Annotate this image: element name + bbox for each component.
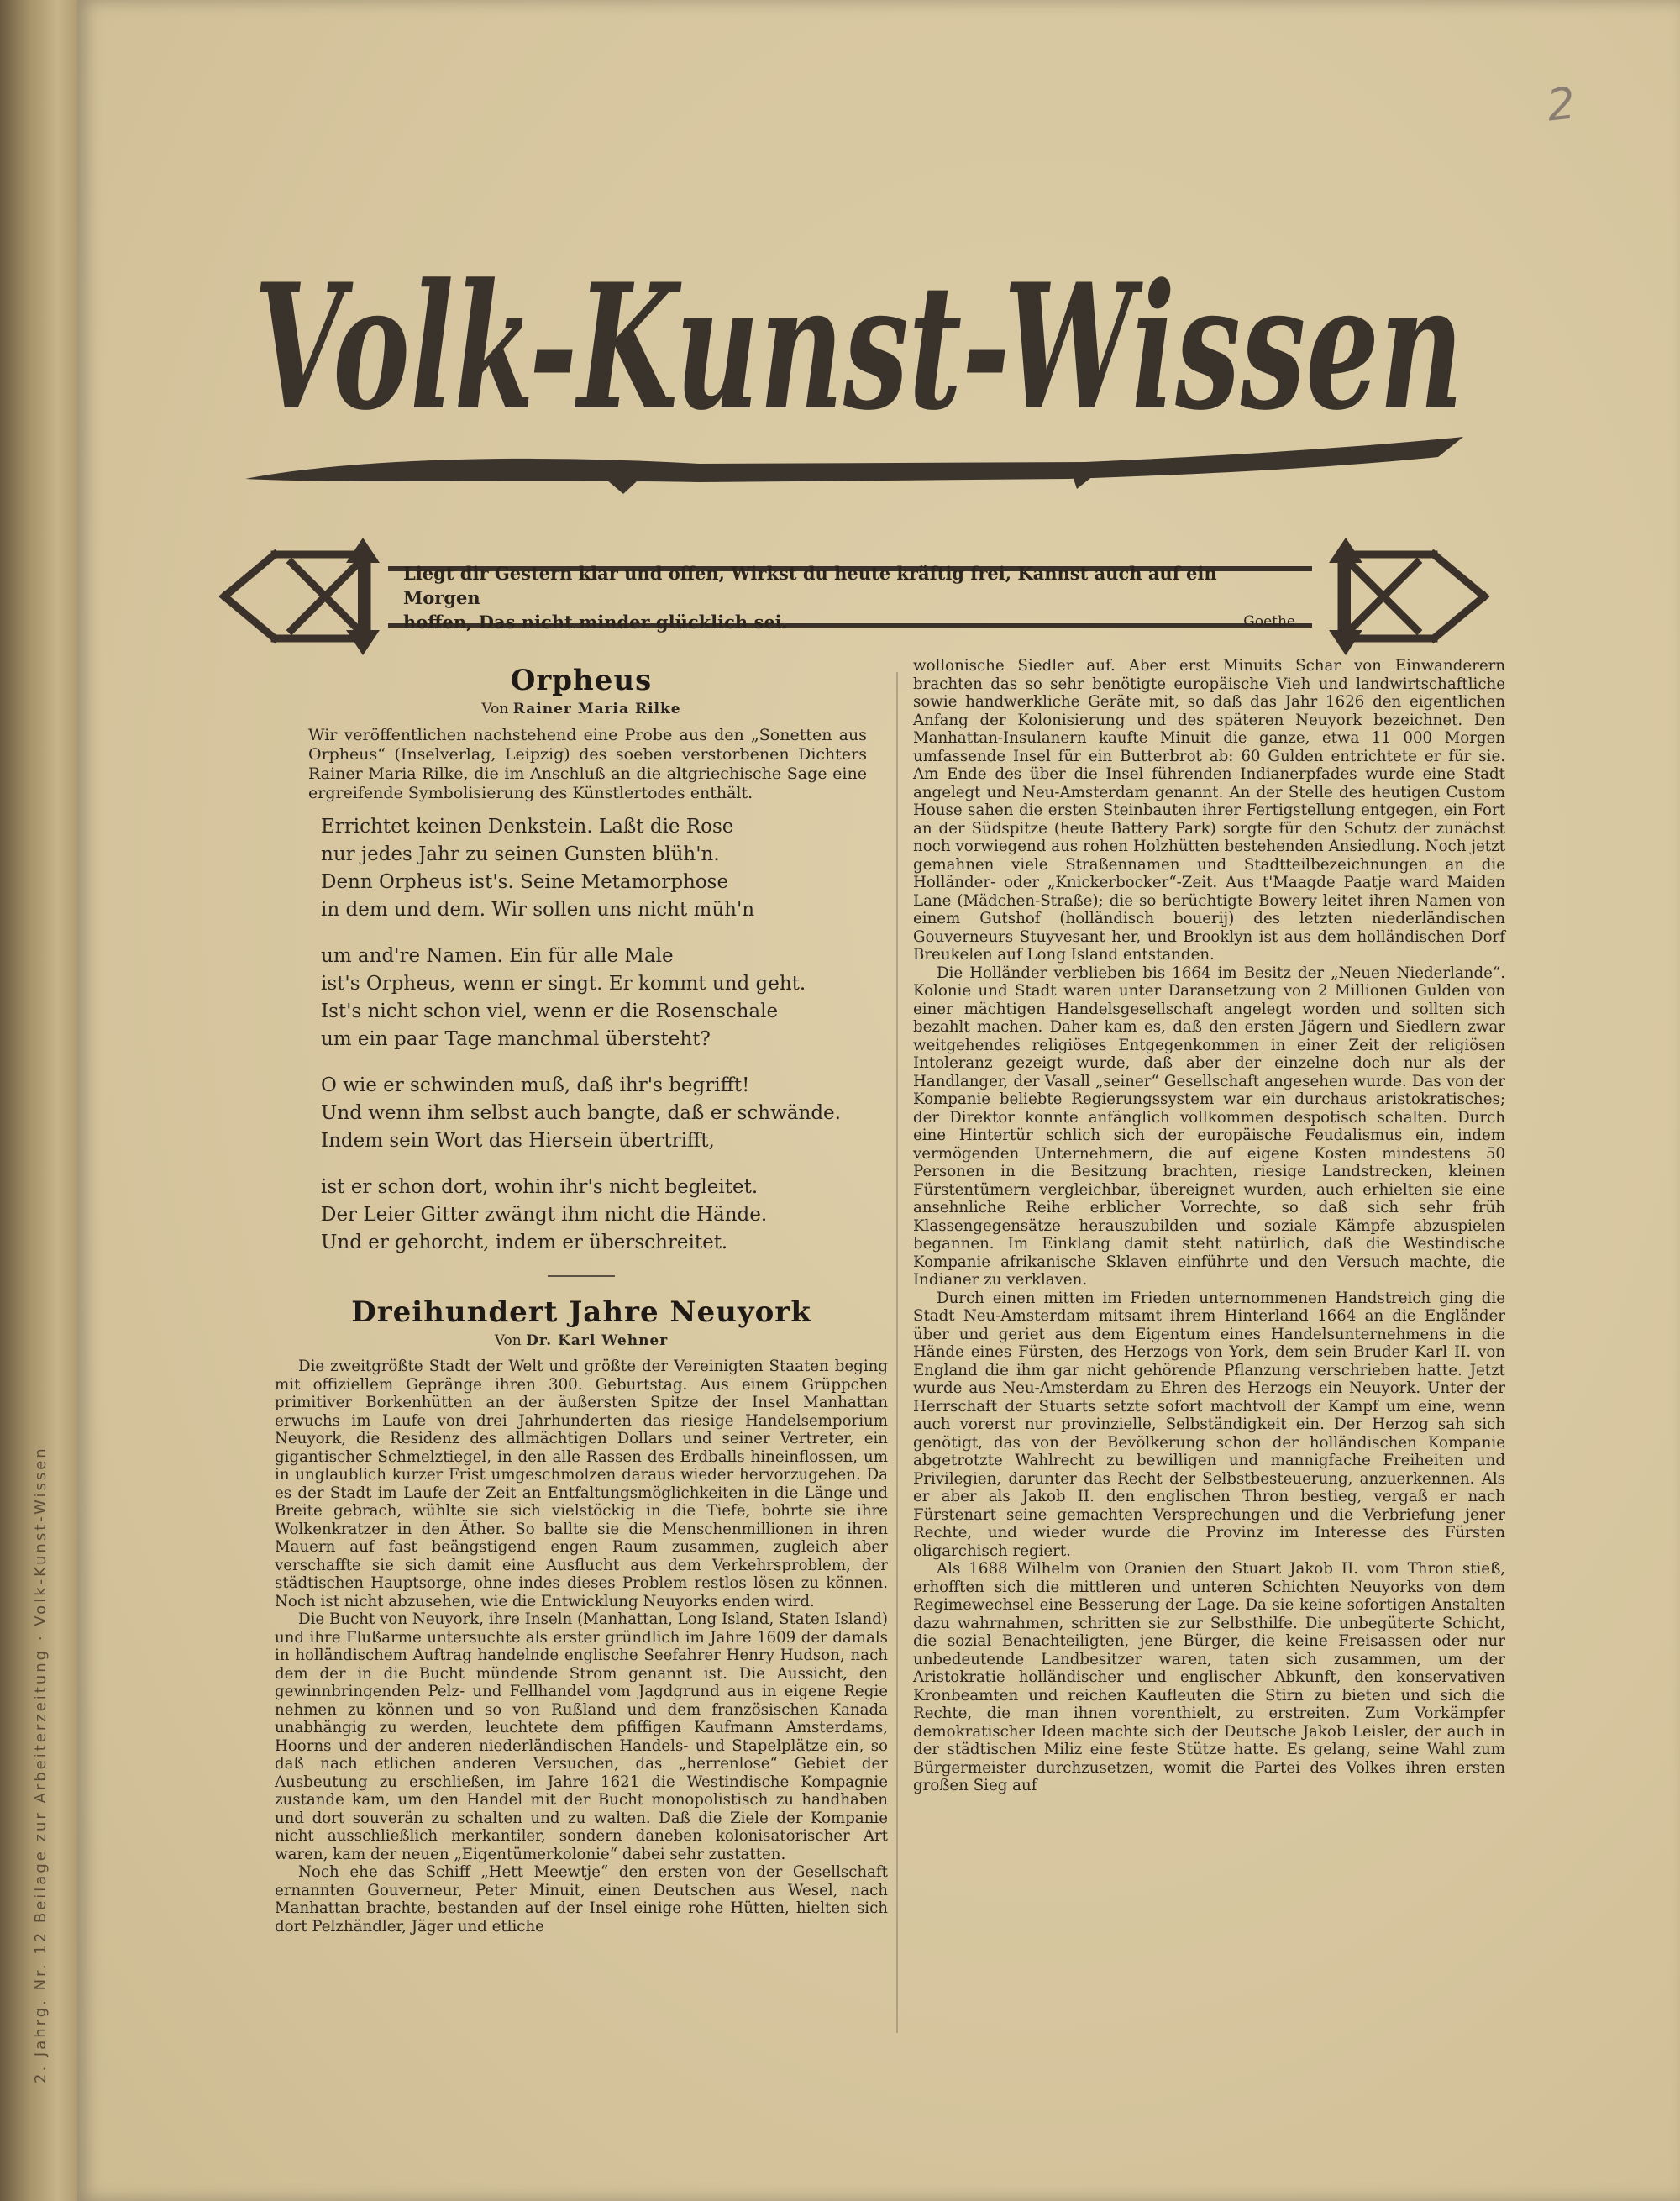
masthead — [228, 227, 1488, 496]
binding-edge — [0, 0, 77, 2201]
motto-line-2: hoffen, Das nicht minder glücklich sei. — [403, 612, 788, 633]
masthead-title: Volk-Kunst-Wissen — [254, 247, 1463, 449]
article-intro: Wir veröffentlichen nachstehend eine Probe aus den „Sonetten aus Orpheus“ (Inselverlag, Leipzig) des soeben verstorbenen Dichters Rainer Maria Rilke, die im Anschluß an die altgriechische Sage eine ergreifende Symbolisierung des Künstlertodes enthält. — [308, 726, 867, 802]
article-paragraph: Als 1688 Wilhelm von Oranien den Stuart Jakob II. vom Thron stieß, erhofften sich die mittleren und unteren Schichten Neuyorks von dem Regimewechsel eine Besserung der Lage. Da sie keine sofortigen Anstalten dazu wahrnahmen, schritten sie zur Selbsthilfe. Die unbegüterte Schicht, die sozial Benachteiligten, jene Bürger, die keine Freisassen oder nur unbedeutende Landbesitzer waren, taten sich zusammen, um der Aristokratie holländischer und englischer Abkunft, den konservativen Kronbeamten und reichen Kaufleuten die Stirn zu bieten und sich die Rechte, die man ihnen vorenthielt, zu erstreiten. Zum Vorkämpfer demokratischer Ideen machte sich der Deutsche Jakob Leisler, der auch in der städtischen Miliz eine feste Stütze hatte. Es gelang, seine Wahl zum Bürgermeister durchzusetzen, womit die Partei des Volkes ihren ersten großen Sieg auf — [913, 1560, 1505, 1794]
poem-line: Ist's nicht schon viel, wenn er die Rosenschale — [321, 1001, 779, 1022]
article-byline-orpheus — [275, 701, 888, 717]
article-byline-neuyork — [275, 1332, 888, 1349]
page-number: 2 — [1544, 78, 1578, 132]
article-paragraph: Noch ehe das Schiff „Hett Meewtje“ den ersten von der Gesellschaft ernannten Gouverneur, Peter Minuit, einen Deutschen aus Wesel, nach Manhattan brachte, bestanden auf der Insel einige rohe Hütten, hielten sich dort Pelzhändler, Jäger und etliche — [275, 1863, 888, 1936]
poem-line: Und er gehorcht, indem er überschreitet. — [321, 1232, 728, 1253]
article-title-orpheus: Orpheus — [510, 664, 653, 697]
article-paragraph: wollonische Siedler auf. Aber erst Minuits Schar von Einwanderern brachten das so sehr benötigte europäische Vieh und landwirtschaftliche sowie handwerkliche Geräte mit, so daß das Jahr 1626 den eigentlichen Anfang der Kolonisierung und des späteren Neuyork bezeichnet. Den Manhattan-Insulanern kaufte Minuit die ganze, etwa 11 000 Morgen umfassende Insel für ein Butterbrot ab: 60 Gulden entrichtete er für sie. Am Ende des über die Insel führenden Indianerpfades wurde eine Stadt angelegt und Neu-Amsterdam genannt. An der Stelle des heutigen Custom House sahen die ersten Steinbauten ihrer Fertigstellung entgegen, ein Fort an der Südspitze (heute Battery Park) sorgte für den Schutz der zunächst noch vorwiegend aus rohen Holzhütten bestehenden Ansiedlung. Noch jetzt gemahnen viele Straßennamen und Stadtteilbezeichnungen an die Holländer- oder „Knickerbocker“-Zeit. Aus t'Maagde Paatje ward Maiden Lane (Mädchen-Straße); die so berüchtigte Bowery leitet ihren Namen von einem Gutshof (holländisch bouerij) des letzten niederländischen Gouverneurs Stuyvesant her, und Brooklyn ist aus dem holländischen Dorf Breukelen auf Long Island entstanden. — [913, 657, 1505, 964]
poem-line: Und wenn ihm selbst auch bangte, daß er schwände. — [321, 1102, 841, 1124]
byline-author: Dr. Karl Wehner — [526, 1332, 669, 1349]
poem-line: in dem und dem. Wir sollen uns nicht müh'n — [321, 899, 755, 921]
right-column — [913, 657, 1505, 1795]
motto-line-1: Liegt dir Gestern klar und offen, Wirkst du heute kräftig frei, Kannst auch auf ein Morgen — [403, 563, 1217, 608]
newspaper-page — [77, 0, 1680, 2201]
poem-stanza — [321, 1174, 888, 1257]
separator-rule — [548, 1275, 615, 1277]
poem — [321, 813, 888, 1257]
poem-line: Indem sein Wort das Hiersein übertrifft, — [321, 1130, 715, 1152]
poem-line: Denn Orpheus ist's. Seine Metamorphose — [321, 871, 729, 893]
poem-line: O wie er schwinden muß, daß ihr's begrifft! — [321, 1074, 750, 1096]
column-rule — [896, 672, 898, 2033]
poem-stanza — [321, 943, 888, 1053]
poem-line: ist er schon dort, wohin ihr's nicht begleitet. — [321, 1176, 759, 1198]
poem-stanza — [321, 1072, 888, 1155]
byline-author: Rainer Maria Rilke — [512, 701, 681, 717]
byline-prefix: Von — [494, 1332, 522, 1349]
poem-stanza — [321, 813, 888, 924]
motto — [403, 561, 1295, 634]
article-body-left — [275, 1358, 888, 1936]
motto-author: Goethe — [1243, 613, 1295, 630]
poem-line: ist's Orpheus, wenn er singt. Er kommt und geht. — [321, 973, 806, 995]
poem-line: um ein paar Tage manchmal übersteht? — [321, 1028, 711, 1050]
article-body-right — [913, 657, 1505, 1795]
article-paragraph: Durch einen mitten im Frieden unternommenen Handstreich ging die Stadt Neu-Amsterdam mitsamt ihrem Hinterland 1664 an die Engländer über und geriet aus dem Eigentum eines Handelsunternehmens in die Hände eines Fürsten, des Herzogs von York, dem sein Bruder Karl II. von England die ihm gar nicht gehörende Pflanzung verschrieben hatte. Jetzt wurde aus Neu-Amsterdam zu Ehren des Herzogs ein Neuyork. Unter der Herrschaft der Stuarts setzte sofort machtvoll der Kampf um eine, wenn auch vorerst nur provinzielle, Selbständigkeit ein. Der Herzog sah sich genötigt, das von der Bevölkerung schon der holländischen Kompanie abgetrotzte Wahlrecht zu bewilligen und mannigfache Freiheiten und Privilegien, darunter das Recht der Selbstbesteuerung, anzuerkennen. Als er aber als Jakob II. den englischen Thron bestieg, vergaß er nach Fürstenart seine gemachten Versprechungen und die Verbriefung jener Rechte, und wieder wurde die Provinz im Interesse des Fürsten oligarchisch regiert. — [913, 1289, 1505, 1560]
left-column — [275, 664, 888, 1936]
poem-line: Errichtet keinen Denkstein. Laßt die Rose — [321, 816, 734, 838]
poem-line: nur jedes Jahr zu seinen Gunsten blüh'n. — [321, 843, 720, 865]
spine-text: 2. Jahrg. Nr. 12 Beilage zur Arbeiterzeitung · Volk-Kunst-Wissen — [32, 1446, 50, 2083]
article-title-neuyork: Dreihundert Jahre Neuyork — [351, 1295, 811, 1329]
poem-line: um and're Namen. Ein für alle Male — [321, 945, 674, 967]
article-paragraph: Die zweitgrößte Stadt der Welt und größte der Vereinigten Staaten beging mit offiziellem Gepränge ihren 300. Geburtstag. Aus einem Grüppchen primitiver Borkenhütten an der äußersten Spitze der Insel Manhattan erwuchs im Laufe von drei Jahrhunderten das riesige Handelsemporium Neuyork, die Residenz des allmächtigen Dollars und seiner Vertreter, ein gigantischer Schmelztiegel, in den alle Rassen des Erdballs hineinflossen, um in unglaublich kurzer Frist umgeschmolzen daraus wieder hervorzugehen. Da es der Stadt im Laufe der Zeit an Entfaltungsmöglichkeiten in die Länge und Breite gebrach, wühlte sie sich vielstöckig in die Tiefe, bohrte sie ihre Wolkenkratzer in den Äther. So ballte sie die Menschenmillionen in ihren Mauern auf fast beängstigend engen Raum zusammen, zugleich aber verschaffte sie sich damit eine Ausflucht aus dem Verkehrsproblem, der städtischen Hauptsorge, ohne indes dieses Problem restlos lösen zu können. Noch ist nicht abzusehen, wie die Entwicklung Neuyorks enden wird. — [275, 1358, 888, 1610]
poem-line: Der Leier Gitter zwängt ihm nicht die Hände. — [321, 1204, 768, 1226]
article-paragraph: Die Bucht von Neuyork, ihre Inseln (Manhattan, Long Island, Staten Island) und ihre Flußarme untersuchte als erster gründlich im Jahre 1609 der damals in holländischem Auftrag handelnde englische Seefahrer Henry Hudson, nach dem der in die Bucht mündende Strom genannt ist. Die Aussicht, den gewinnbringenden Pelz- und Fellhandel vom Jagdgrund aus in eigene Regie nehmen zu können und so von Rußland und dem französischen Kanada unabhängig zu werden, leuchtete dem pfiffigen Kaufmann Amsterdams, Hoorns und der anderen niederländischen Handels- und Stapelplätze ein, so daß nach etlichen anderen Versuchen, das „herrenlose“ Gebiet der Ausbeutung zu erschließen, im Jahre 1621 die Westindische Kompagnie zustande kam, um den Handel mit der Bucht monopolistisch zu handhaben und dort souverän zu schalten und zu walten. Daß die Ziele der Kompanie nicht ausschließlich merkantiler, sondern daneben kolonisatorischer Art waren, kam der neuen „Eigentümerkolonie“ dabei sehr zustatten. — [275, 1610, 888, 1863]
byline-prefix: Von — [481, 701, 509, 717]
article-paragraph: Die Holländer verblieben bis 1664 im Besitz der „Neuen Niederlande“. Kolonie und Stadt waren unter Daransetzung von 2 Millionen Gulden von einer mächtigen Handelsgesellschaft angelegt worden und sollten sich bezahlt machen. Daher kam es, daß den ersten Jägern und Siedlern zwar weitgehendes religiöses Entgegenkommen in einer Zeit der religiösen Intoleranz gezeigt wurde, daß aber der einzelne doch nur als der Handlanger, der Vasall „seiner“ Gesellschaft angesehen wurde. Das von der Kompanie beliebte Regierungssystem war ein durchaus aristokratisches; der Direktor konnte anfänglich vollkommen despotisch schalten. Durch eine Hintertür schlich sich der europäische Feudalismus ein, indem vermögenden Unternehmern, die auf eigene Kosten mindestens 50 Personen in die Besitzung brachten, riesige Landstrecken, kleinen Fürstentümern vergleichbar, übereignet wurden, auch erhielten sie eine ansehnliche Reihe erblicher Vorrechte, so daß sich sehr früh Klassengegensätze herauszubilden und soziale Kämpfe abzuspielen begannen. Im Einklang damit steht natürlich, daß die Westindische Kompanie afrikanische Sklaven einführte und den Versuch machte, die Indianer zu verklaven. — [913, 964, 1505, 1289]
